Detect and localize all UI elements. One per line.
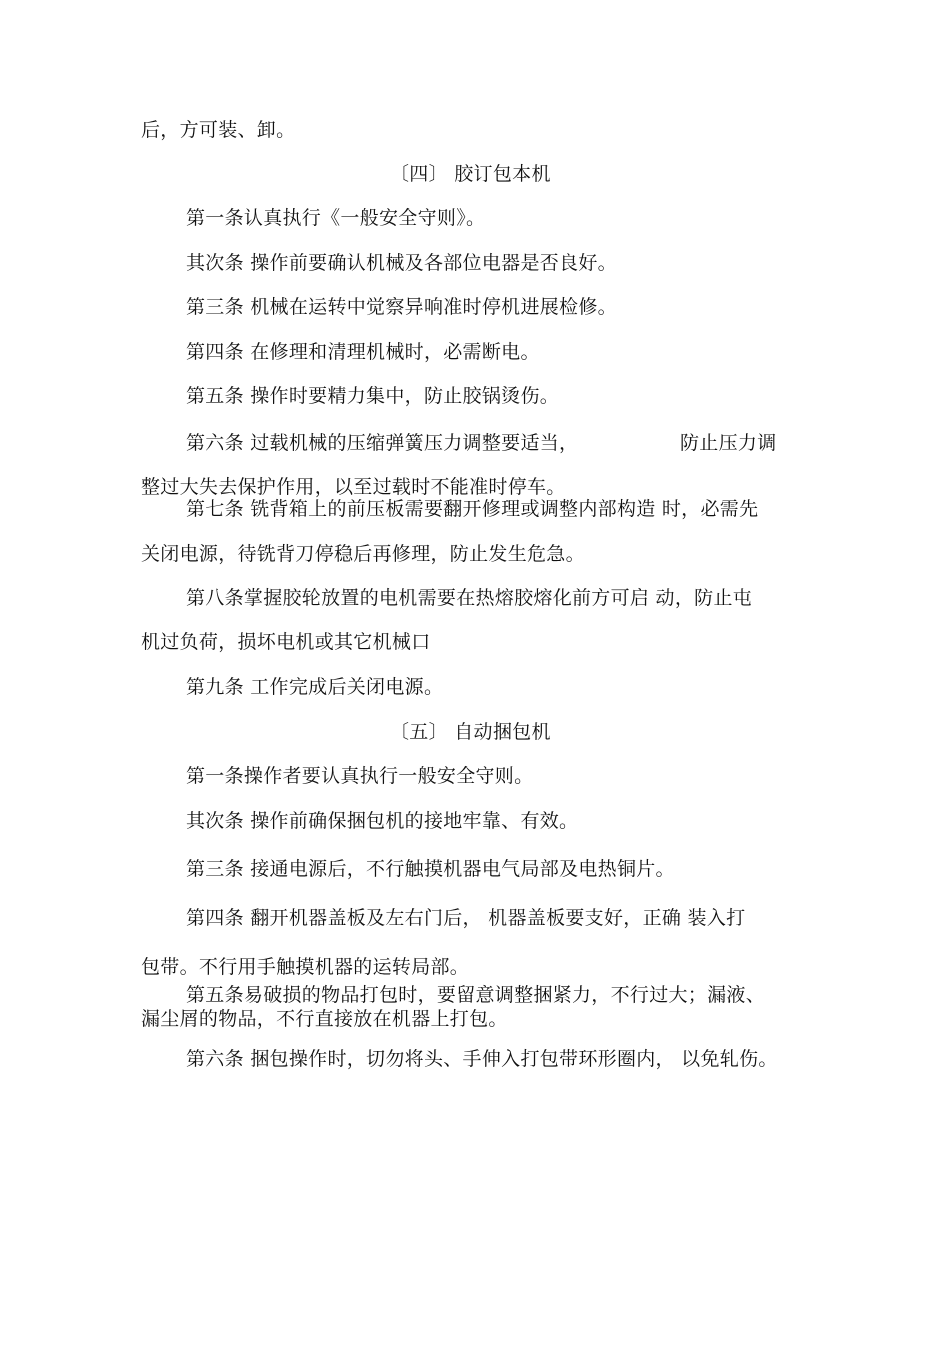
text-line: 整过大失去保护作用，以至过载时不能准时停车。 xyxy=(141,476,566,498)
clause-line: 第四条 在修理和清理机械时，必需断电。 xyxy=(186,341,540,363)
clause-line-continued: 防止压力调 xyxy=(680,432,777,454)
clause-line: 第九条 工作完成后关闭电源。 xyxy=(186,676,444,698)
clause-line: 第三条 机械在运转中觉察异响准时停机进展检修。 xyxy=(186,296,617,318)
text-line: 漏尘屑的物品，不行直接放在机器上打包。 xyxy=(141,1008,508,1030)
clause-line: 第四条 翻开机器盖板及左右门后， 机器盖板要支好，正确 装入打 xyxy=(186,907,746,929)
clause-line: 第一条操作者要认真执行一般安全守则。 xyxy=(186,765,534,787)
section-heading: 〔四〕 胶订包本机 xyxy=(390,163,551,185)
text-line: 包带。不行用手触摸机器的运转局部。 xyxy=(141,956,470,978)
clause-line: 第八条掌握胶轮放置的电机需要在热熔胶熔化前方可启 动，防止屯 xyxy=(186,587,753,609)
clause-line: 第一条认真执行《一般安全守则》。 xyxy=(186,207,486,229)
text-line: 关闭电源，待铣背刀停稳后再修理，防止发生危急。 xyxy=(141,543,585,565)
text-line: 后，方可装、卸。 xyxy=(141,119,296,141)
section-heading: 〔五〕 自动捆包机 xyxy=(390,721,551,743)
clause-line: 第五条 操作时要精力集中，防止胶锅烫伤。 xyxy=(186,385,560,407)
clause-line: 第六条 过载机械的压缩弹簧压力调整要适当， xyxy=(186,432,579,454)
clause-line: 第五条易破损的物品打包时，要留意调整捆紧力，不行过大；漏液、 xyxy=(186,984,766,1006)
clause-line: 第三条 接通电源后，不行触摸机器电气局部及电热铜片。 xyxy=(186,858,675,880)
clause-line: 第七条 铣背箱上的前压板需要翻开修理或调整内部构造 时，必需先 xyxy=(186,498,759,520)
clause-line: 其次条 操作前确保捆包机的接地牢靠、有效。 xyxy=(186,810,579,832)
clause-line: 其次条 操作前要确认机械及各部位电器是否良好。 xyxy=(186,252,617,274)
clause-line: 第六条 捆包操作时，切勿将头、手伸入打包带环形圈内， 以免轧伤。 xyxy=(186,1048,778,1070)
text-line: 机过负荷，损坏电机或其它机械口 xyxy=(141,631,431,653)
